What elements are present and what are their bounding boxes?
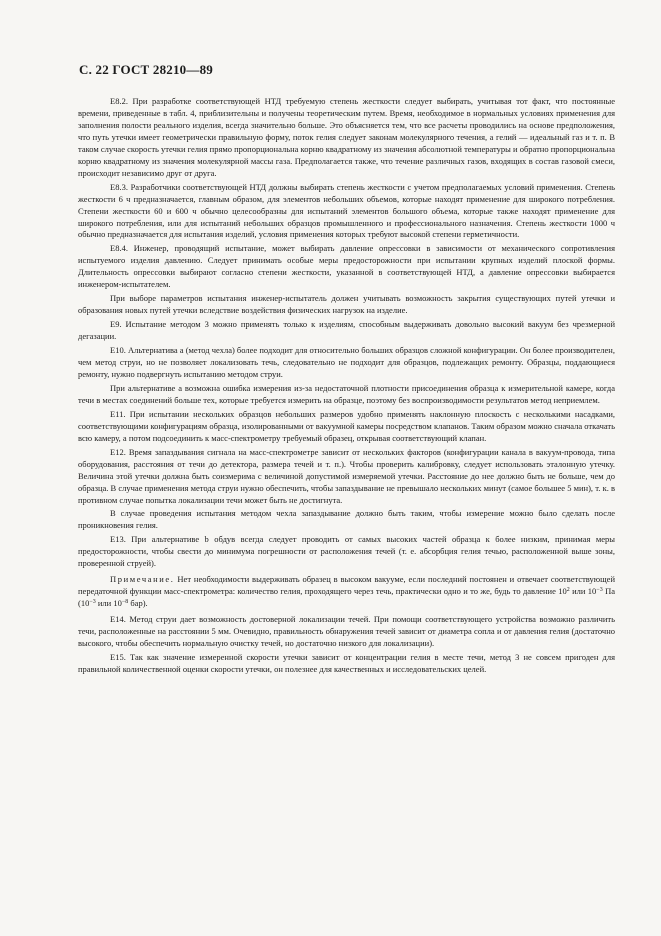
note-text-mid2: Па (10	[78, 586, 615, 609]
paragraph-e11: Е11. При испытании нескольких образцов небольших размеров удобно применять наклонную плоскость с несколькими насадками, соответствующими конфигурациям образца, изолированными от вакуумной камеры посредством клапанов. Таким образом можно сначала откачать всю камеру, а потом подсоединить к масс-спектрометру требуемый образец, открывая соответствующий клапан.	[78, 408, 615, 443]
paragraph-delay: В случае проведения испытания методом чехла запаздывание должно быть таким, чтобы измерение можно было сделать после проникновения гелия.	[78, 508, 615, 531]
note-label: Примечание.	[110, 574, 175, 585]
paragraph-e12: Е12. Время запаздывания сигнала на масс-спектрометре зависит от нескольких факторов (конфигурации канала в вакуум-провода, типа оборудования, расстояния от течи до детектора, размера течей и т. п.). Чтобы проверить калибровку, следует использовать эталонную утечку. Величина этой утечки должна быть соизмерима с величиной допустимой измеряемой утечки. Расстояние до нее должно быть не больше, чем до образца. В случае применения метода струи нужно обеспечить, чтобы запаздывание не превышало нескольких минут (самое большее 5 мин), т. к. в противном случае попытка локализации течи может быть не достигнута.	[78, 446, 615, 505]
note-exponent-3: −3	[89, 599, 96, 606]
note-text-mid1: или 10	[569, 586, 597, 597]
paragraph-e9: Е9. Испытание методом 3 можно применять только к изделиям, способным выдерживать довольно высокий вакуум без чрезмерной дегазации.	[78, 319, 615, 342]
paragraph-e8-3: Е8.3. Разработчики соответствующей НТД должны выбирать степень жесткости с учетом предполагаемых условий применения. Степень жесткости 6 ч предназначается, главным образом, для элементов небольших объемов, которые находят применение для широкого потребления. Степени жесткости 60 и 600 ч обычно целесообразны для испытаний элементов большого объема, которые также находят применение для широкого потребления, или для испытаний небольших образцов промышленного и профессионального назначения. Степень жесткости 1000 ч обычно предназначается для испытания изделий, условия применения которых требуют высокой степени герметичности.	[78, 181, 615, 240]
note-exponent-2: −3	[596, 587, 603, 594]
paragraph-e14: Е14. Метод струи дает возможность достоверной локализации течей. При помощи соответствующего устройства возможно различить течи, расположенные на расстоянии 5 мм. Очевидно, правильность обнаружения течей зависит от диаметра сопла и от давления гелия (достаточно высокого, чтобы обеспечить нормальную очистку течей, но достаточно низкого для локализации).	[78, 614, 615, 648]
note-paragraph	[78, 574, 615, 610]
page-header: С. 22 ГОСТ 28210—89	[79, 62, 213, 77]
paragraph-parameters: При выборе параметров испытания инженер-испытатель должен учитывать возможность закрытия существующих путей утечки и образования новых путей утечки вследствие воздействия физических нагрузок на изделие.	[78, 293, 615, 316]
paragraph-e8-2: Е8.2. При разработке соответствующей НТД требуемую степень жесткости следует выбирать, учитывая тот факт, что постоянные времени, приведенные в табл. 4, приблизительны и получены теоретическим путем. Время, необходимое в нормальных условиях применения для заполнения полости реального изделия, всегда значительно больше. Это объясняется тем, что все расчеты проводились на основе предположения, что путь утечки имеет геометрически правильную форму, поток гелия следует законам молекулярного течения, а гелий — идеальный газ и т. п. В таком случае скорость утечки гелия прямо пропорциональна корню квадратному из значения абсолютной температуры и обратно пропорциональна корню квадратному из значения молекулярной массы газа. Предполагается также, что течение различных газов, входящих в состав газовой смеси, происходит независимо друг от друга.	[78, 96, 615, 178]
paragraph-e10: Е10. Альтернатива а (метод чехла) более подходит для относительно больших образцов сложной конфигурации. Он более производителен, чем метод струи, но не позволяет локализовать течь, следовательно не подходит для образцов, подлежащих ремонту. Образцы, поддающиеся ремонту, нужно подвергнуть испытанию методом струи.	[78, 345, 615, 379]
note-exponent-1: 2	[566, 587, 570, 594]
note-text-before: Нет необходимости выдерживать образец в высоком вакууме, если последний постоянен и отвечает соответствующей передаточной функции масс-спектрометра: количество гелия, проходящего через течь, практически одно и то же, будь то давление 10	[78, 574, 615, 597]
paragraph-e13: Е13. При альтернативе b обдув всегда следует проводить от самых высоких частей образца к более низким, принимая меры предосторожности, чтобы свести до минимума погрешности от расположения течей (т. е. абсорбция гелия течью, расположенной выше зоны, проверенной струей).	[78, 534, 615, 569]
page-body	[78, 96, 615, 678]
note-exponent-4: −8	[121, 599, 129, 606]
note-text-after: бар).	[128, 598, 148, 609]
paragraph-e15: Е15. Так как значение измеренной скорости утечки зависит от концентрации гелия в месте течи, метод 3 не совсем пригоден для правильной количественной оценки скорости утечки, он полезнее для качественных и исследовательских целей.	[78, 651, 615, 674]
paragraph-alternative-a: При альтернативе а возможна ошибка измерения из-за недостаточной плотности присоединения образца к измерительной камере, когда течи в местах соединений больше тех, которые требуется измерить на образце, поэтому без воспроизводимости результатов метод неприемлем.	[78, 382, 615, 405]
paragraph-e8-4: Е8.4. Инженер, проводящий испытание, может выбирать давление опрессовки в зависимости от механического сопротивления испытуемого изделия давлению. Следует принимать особые меры предосторожности при испытании крупных изделий плоской формы. Длительность опрессовки выбирают согласно степени жесткости, указанной в соответствующей НТД, а давление опрессовки выбирается инженером-испытателем.	[78, 243, 615, 290]
note-text-mid3: или 10	[95, 598, 122, 609]
